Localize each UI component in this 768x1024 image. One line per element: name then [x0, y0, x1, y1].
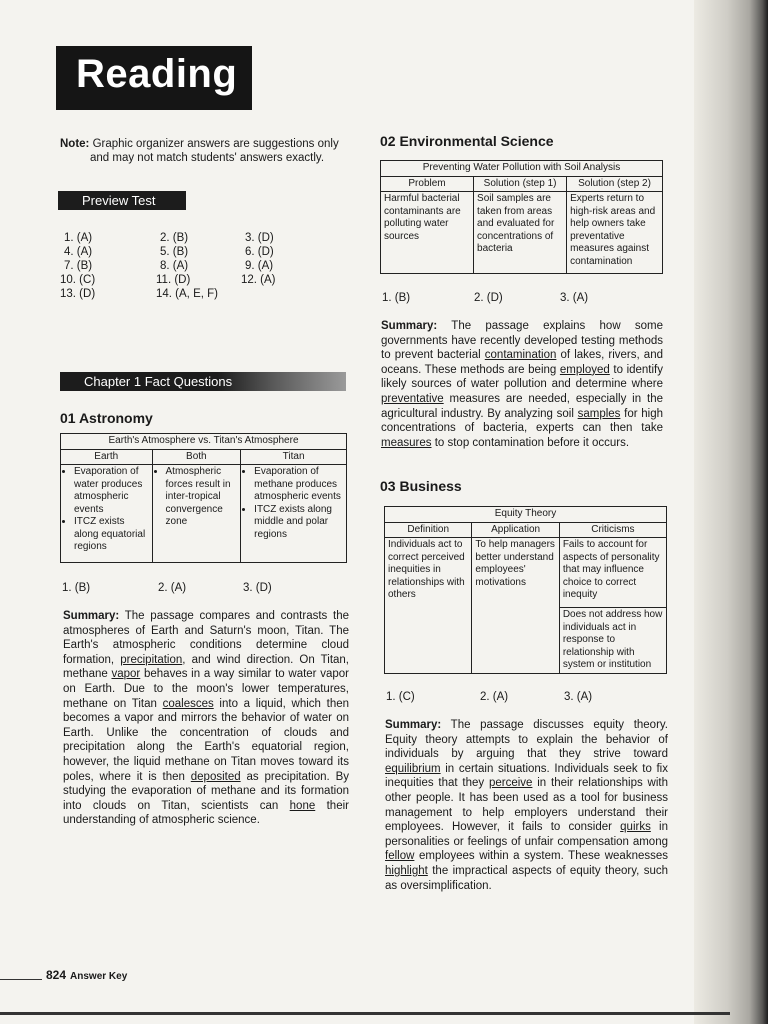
summary-text: in certain situations. Individuals seek to fix inequities that they [385, 762, 668, 790]
business-answer: 1. (C) [386, 691, 415, 703]
astronomy-titan-item: • Evaporation of methane produces atmospheric events [254, 466, 343, 504]
vocab-word: hone [289, 799, 316, 812]
vocab-word: samples [577, 407, 621, 420]
chapter-bar [60, 372, 346, 391]
summary-text: to stop contamination before it occurs. [431, 436, 630, 449]
envsci-caption: Preventing Water Pollution with Soil Analysis [381, 161, 663, 177]
astronomy-caption: Earth's Atmosphere vs. Titan's Atmosphere [61, 434, 347, 450]
business-organizer [384, 506, 667, 674]
astronomy-summary [63, 609, 349, 828]
footer-rule [0, 979, 42, 980]
envsci-step1-cell: Soil samples are taken from areas and evaluated for concentrations of bacteria [474, 192, 567, 274]
summary-label: Summary: [381, 320, 438, 332]
summary-text: in personalities or feelings of unfair compensation among [385, 821, 668, 848]
astronomy-titan-cell [241, 465, 347, 563]
preview-answer: 7. (B) [64, 260, 93, 272]
business-answer: 2. (A) [480, 691, 509, 703]
envsci-header-problem: Problem [381, 176, 474, 192]
astronomy-both-cell [152, 465, 241, 563]
astronomy-heading: 01 Astronomy [60, 410, 153, 426]
note-line-1: Graphic organizer answers are suggestions only [92, 138, 339, 150]
preview-answer: 5. (B) [160, 246, 189, 258]
vocab-word: perceive [488, 777, 533, 790]
preview-answer: 10. (C) [60, 274, 96, 286]
business-definition-cell: Individuals act to correct perceived inequities in relationships with others [385, 538, 472, 674]
astronomy-header-earth: Earth [61, 449, 153, 465]
business-application-cell: To help managers better understand employees' motivations [472, 538, 559, 674]
astronomy-header-titan: Titan [241, 449, 347, 465]
footer-label: Answer Key [70, 971, 128, 982]
preview-answer: 2. (B) [160, 232, 189, 244]
preview-answer: 9. (A) [245, 260, 274, 272]
business-answer: 3. (A) [564, 691, 593, 703]
summary-text: to identify likely sources of water pollution and determine where [381, 363, 664, 391]
vocab-word: measures [381, 436, 432, 449]
envsci-header-step1: Solution (step 1) [474, 176, 567, 192]
business-criticism-cell: Fails to account for aspects of personality that may influence choice to correct inequity [559, 538, 666, 608]
preview-answer: 12. (A) [241, 274, 276, 286]
astronomy-earth-item: • Evaporation of water produces atmospheric events [74, 466, 149, 516]
envsci-summary [381, 319, 663, 450]
business-criticism-cell: Does not address how individuals act in response to relationship with system or institution [559, 608, 666, 674]
summary-text: , and wind direction. On Titan, methane [63, 653, 350, 681]
business-header-criticisms: Criticisms [559, 522, 666, 538]
preview-answer: 1. (A) [64, 232, 93, 244]
astronomy-titan-item: • ITCZ exists along middle and polar regions [254, 504, 343, 542]
preview-answer: 6. (D) [245, 246, 274, 258]
preview-test-label: Preview Test [82, 193, 156, 208]
envsci-answers [382, 292, 662, 306]
summary-label: Summary: [385, 719, 442, 731]
summary-text: of lakes, rivers, and oceans. These methods are being [381, 349, 663, 376]
vocab-word: precipitation [120, 653, 183, 666]
vocab-word: preventative [381, 392, 444, 405]
summary-text: behaves in a way similar to water vapor on Earth. Due to the moon's lower temperatures, methane on Titan [63, 668, 349, 710]
vocab-word: quirks [620, 821, 651, 834]
summary-text: The passage compares and contrasts the atmospheres of Earth and Saturn's moon, Titan. The Earth's atmospheric conditions determine cloud formation, [63, 610, 349, 666]
astronomy-header-both: Both [152, 449, 241, 465]
chapter-label: Chapter 1 Fact Questions [84, 374, 233, 389]
preview-answer: 4. (A) [64, 246, 93, 258]
preview-answer: 3. (D) [245, 232, 274, 244]
vocab-word: highlight [385, 864, 428, 877]
business-header-definition: Definition [385, 522, 472, 538]
summary-text: the impractical aspects of equity theory, such as oversimplification. [385, 864, 668, 892]
summary-text: into a liquid, which then becomes a vapor and mirrors the behavior of water on Earth. Unlike the concentration of clouds and precipitation along the Earth's equatorial region, however, the liquid methane on Titan moves toward its poles, where it is then [63, 697, 350, 783]
envsci-answer: 3. (A) [560, 292, 589, 304]
bottom-rule [0, 1012, 730, 1015]
vocab-word: vapor [111, 668, 141, 681]
business-heading: 03 Business [380, 478, 462, 494]
astronomy-answer: 2. (A) [158, 582, 187, 594]
preview-answer: 14. (A, E, F) [156, 288, 218, 300]
astronomy-organizer [60, 433, 347, 563]
summary-text: The passage explains how some governments have recently developed testing methods to prevent bacterial [381, 320, 663, 362]
summary-text: employees within a system. These weaknesses [414, 850, 668, 863]
summary-text: The passage discusses equity theory. Equity theory attempts to explain the behavior of individuals by arguing that they strive toward [385, 719, 668, 761]
note [60, 137, 360, 165]
astronomy-answer: 1. (B) [62, 582, 91, 594]
preview-test-bar [58, 191, 186, 210]
business-summary [385, 718, 668, 893]
summary-text: as precipitation. By studying the evaporation of methane and its formation into clouds on Titan, scientists can [63, 770, 349, 812]
astronomy-earth-cell [61, 465, 153, 563]
footer [46, 968, 127, 982]
envsci-step2-cell: Experts return to high-risk areas and help owners take preventative measures against contamination [567, 192, 663, 274]
page-number: 824 [46, 968, 67, 982]
preview-answer: 8. (A) [160, 260, 189, 272]
envsci-header-step2: Solution (step 2) [567, 176, 663, 192]
summary-text: in their relationships with other people. It has been used as a tool for business management to help employers understand their employees. However, it fails to consider [385, 777, 669, 834]
note-label: Note: [60, 138, 90, 150]
page-title: Reading [76, 52, 238, 96]
page-binding-edge [694, 0, 768, 1024]
summary-label: Summary: [63, 610, 120, 622]
astronomy-answer: 3. (D) [243, 582, 272, 594]
vocab-word: contamination [484, 349, 557, 362]
business-answers [386, 691, 666, 705]
vocab-word: equilibrium [385, 762, 441, 775]
vocab-word: deposited [190, 770, 241, 783]
vocab-word: fellow [385, 850, 415, 863]
vocab-word: employed [559, 363, 610, 376]
summary-text: their understanding of atmospheric science. [63, 799, 349, 827]
business-header-application: Application [472, 522, 559, 538]
envsci-problem-cell: Harmful bacterial contaminants are polluting water sources [381, 192, 474, 274]
title-block [56, 46, 252, 110]
business-caption: Equity Theory [385, 507, 667, 523]
astronomy-answers [62, 582, 342, 596]
envsci-organizer [380, 160, 663, 274]
preview-answer: 13. (D) [60, 288, 96, 300]
vocab-word: coalesces [162, 697, 214, 710]
preview-answers [60, 232, 300, 312]
envsci-answer: 1. (B) [382, 292, 411, 304]
envsci-answer: 2. (D) [474, 292, 503, 304]
summary-text: for high concentrations of bacteria, experts can then take [381, 407, 663, 435]
envsci-heading: 02 Environmental Science [380, 133, 554, 149]
summary-text: measures are needed, especially in the agricultural industry. By analyzing soil [381, 392, 663, 420]
note-line-2: and may not match students' answers exactly. [90, 152, 325, 164]
preview-answer: 11. (D) [156, 274, 191, 286]
astronomy-both-item: • Atmospheric forces result in inter-tropical convergence zone [166, 466, 238, 529]
astronomy-earth-item: • ITCZ exists along equatorial regions [74, 516, 149, 554]
